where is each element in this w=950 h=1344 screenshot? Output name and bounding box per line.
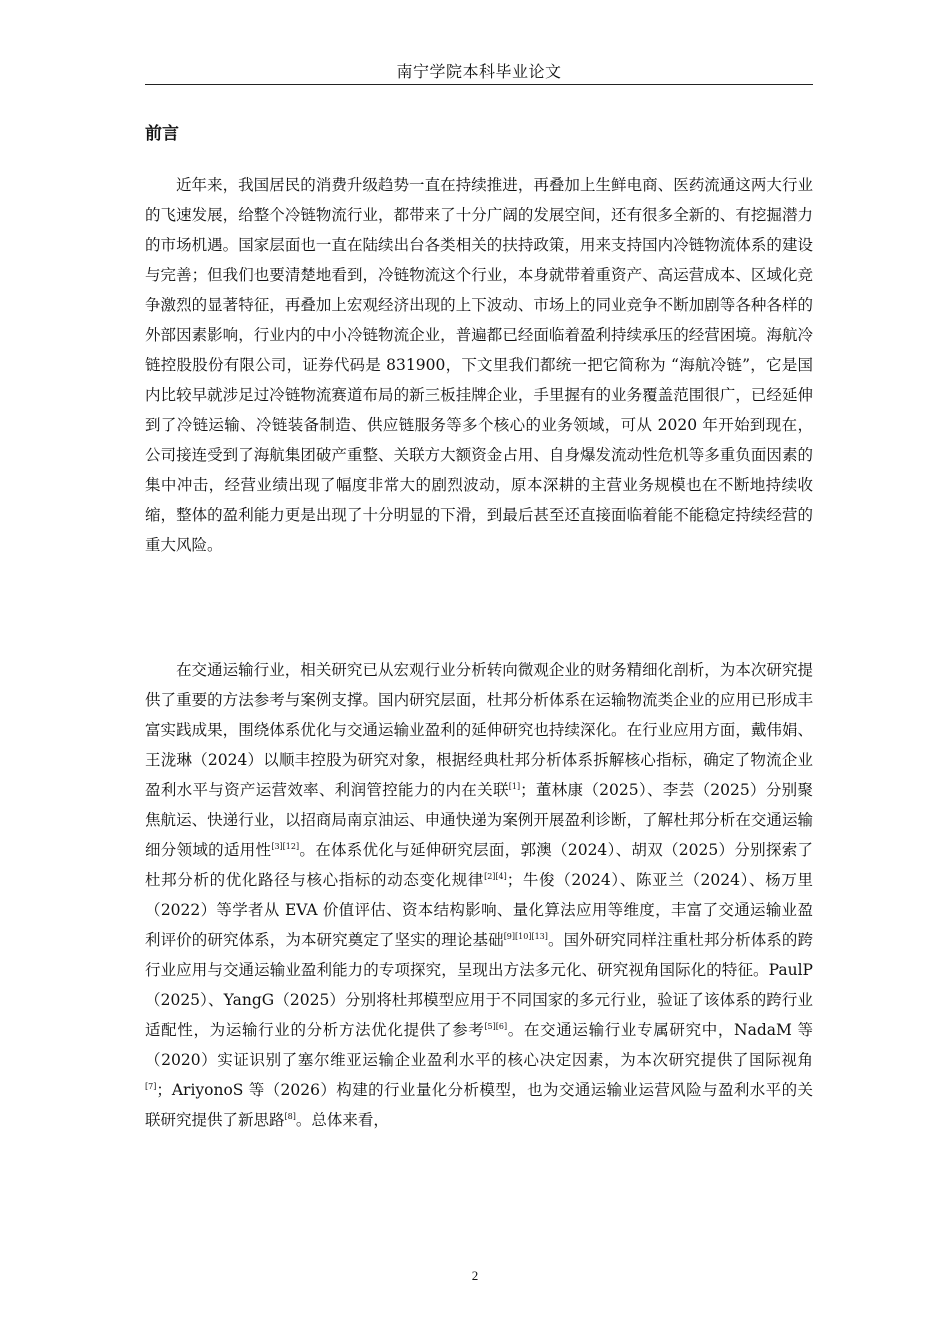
citation-ref: [7]	[145, 1082, 157, 1091]
citation-ref: [9][10][13]	[503, 932, 548, 941]
paragraph-text	[145, 655, 813, 1135]
citation-ref: [8]	[284, 1112, 296, 1121]
section-title: 前言	[145, 124, 179, 144]
paragraph-segment: ；AriyonoS 等（2026）构建的行业量化分析模型，也为交通运输业运营风险与盈利水平的关联研究提供了新思路	[145, 1081, 813, 1129]
page-number: 2	[471, 1268, 479, 1283]
citation-ref: [2][4]	[484, 872, 507, 881]
paragraph-segment: 在交通运输行业，相关研究已从宏观行业分析转向微观企业的财务精细化剖析，为本次研究提供了重要的方法参考与案例支撑。国内研究层面，杜邦分析体系在运输物流类企业的应用已形成丰富实践成果，围绕体系优化与交通运输业盈利的延伸研究也持续深化。在行业应用方面，戴伟娟、王泷琳（2024）以顺丰控股为研究对象，根据经典杜邦分析体系拆解核心指标，确定了物流企业盈利水平与资产运营效率、利润管控能力的内在关联	[145, 661, 813, 799]
page-header-title: 南宁学院本科毕业论文	[396, 62, 562, 81]
paragraph-segment: ；董林康（2025）、李芸（2025）分别聚焦航运、快递行业，以招商局南京油运、申通快递为案例开展盈利诊断，了解杜邦分析在交通运输细分领域的适用性	[145, 781, 813, 859]
body-paragraph-2	[145, 655, 813, 1135]
paragraph-segment: 。国外研究同样注重杜邦分析体系的跨行业应用与交通运输业盈利能力的专项探究，呈现出方法多元化、研究视角国际化的特征。PaulP（2025）、YangG（2025）分别将杜邦模型应用于不同国家的多元行业，验证了该体系的跨行业适配性，为运输行业的分析方法优化提供了参考	[145, 931, 813, 1039]
paragraph-segment: 。在交通运输行业专属研究中，NadaM 等（2020）实证识别了塞尔维亚运输企业盈利水平的核心决定因素，为本次研究提供了国际视角	[145, 1021, 813, 1069]
paragraph-segment: 。在体系优化与延伸研究层面，郭澳（2024）、胡双（2025）分别探索了杜邦分析的优化路径与核心指标的动态变化规律	[145, 841, 813, 889]
paragraph-text: 近年来，我国居民的消费升级趋势一直在持续推进，再叠加上生鲜电商、医药流通这两大行业的飞速发展，给整个冷链物流行业，都带来了十分广阔的发展空间，还有很多全新的、有挖掘潜力的市场机遇。国家层面也一直在陆续出台各类相关的扶持政策，用来支持国内冷链物流体系的建设与完善；但我们也要清楚地看到，冷链物流这个行业，本身就带着重资产、高运营成本、区域化竞争激烈的显著特征，再叠加上宏观经济出现的上下波动、市场上的同业竞争不断加剧等各种各样的外部因素影响，行业内的中小冷链物流企业，普遍都已经面临着盈利持续承压的经营困境。海航冷链控股股份有限公司，证券代码是 831900，下文里我们都统一把它简称为 “海航冷链”，它是国内比较早就涉足过冷链物流赛道布局的新三板挂牌企业，手里握有的业务覆盖范围很广，已经延伸到了冷链运输、冷链装备制造、供应链服务等多个核心的业务领域，可从 2020 年开始到现在，公司接连受到了海航集团破产重整、关联方大额资金占用、自身爆发流动性危机等多重负面因素的集中冲击，经营业绩出现了幅度非常大的剧烈波动，原本深耕的主营业务规模也在不断地持续收缩，整体的盈利能力更是出现了十分明显的下滑，到最后甚至还直接面临着能不能稳定持续经营的重大风险。	[145, 176, 813, 554]
citation-ref: [5][6]	[484, 1022, 508, 1031]
body-paragraph-1	[145, 170, 813, 560]
header-divider	[145, 84, 813, 85]
citation-ref: [1]	[508, 782, 521, 791]
citation-ref: [3][12]	[271, 842, 300, 851]
paragraph-segment: ；牛俊（2024）、陈亚兰（2024）、杨万里（2022）等学者从 EVA 价值评估、资本结构影响、量化算法应用等维度，丰富了交通运输业盈利评价的研究体系，为本研究奠定了坚实的理论基础	[145, 871, 813, 949]
paragraph-segment: 。总体来看，	[295, 1111, 389, 1129]
